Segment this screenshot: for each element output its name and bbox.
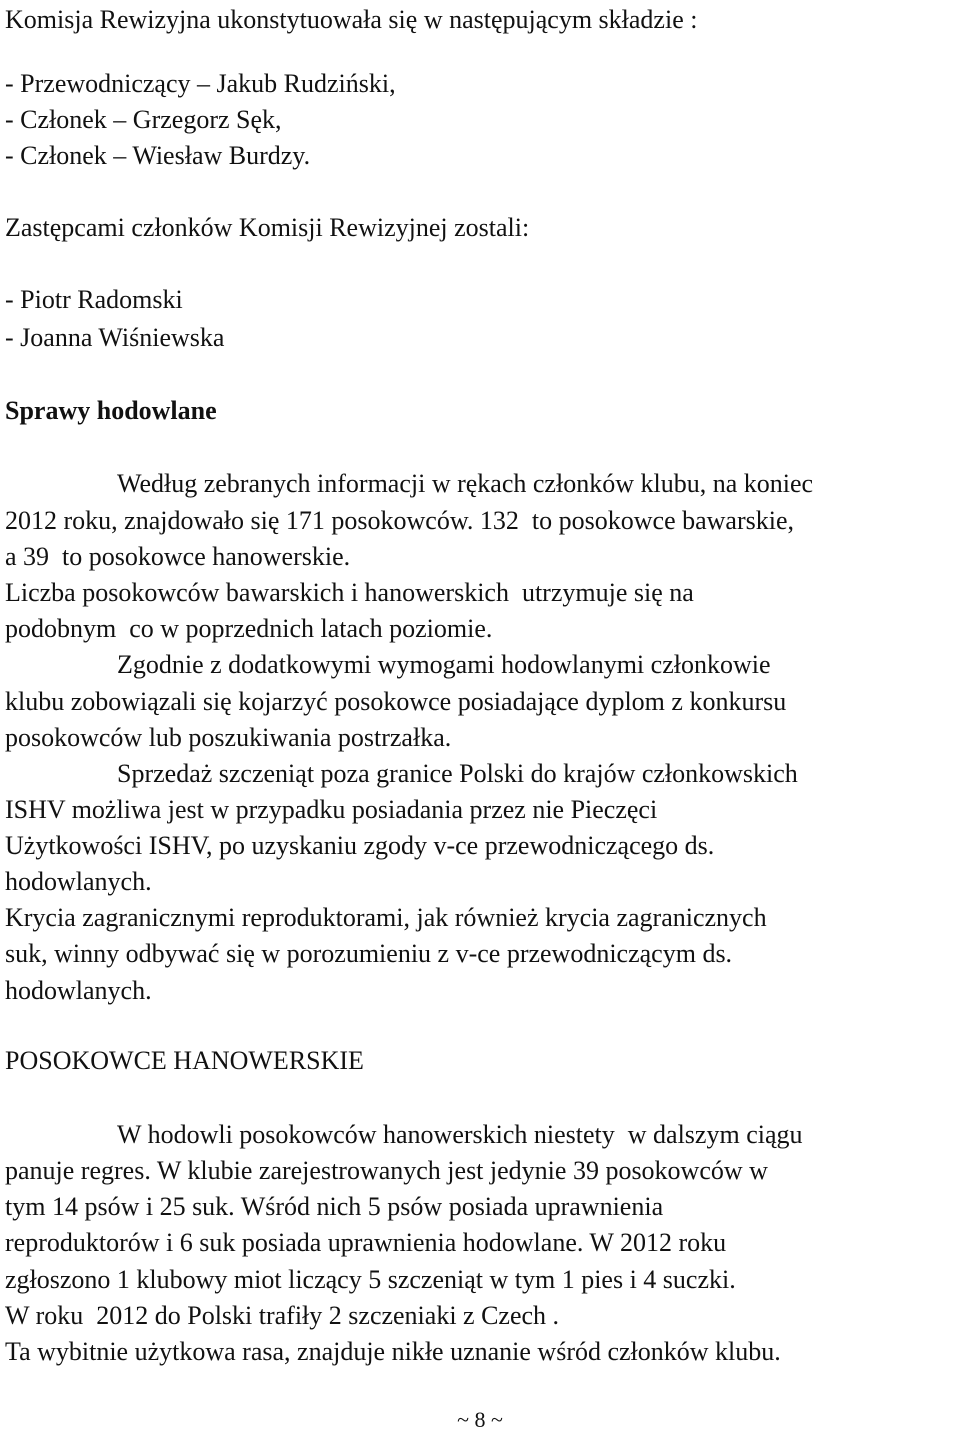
paragraph-line: panuje regres. W klubie zarejestrowanych jest jedynie 39 posokowców w (5, 1156, 768, 1185)
paragraph-line: Użytkowości ISHV, po uzyskaniu zgody v-ce przewodniczącego ds. (5, 831, 715, 860)
paragraph-line: zgłoszono 1 klubowy miot liczący 5 szczeniąt w tym 1 pies i 4 suczki. (5, 1265, 736, 1294)
paragraph-line: Sprzedaż szczeniąt poza granice Polski do krajów członkowskich (117, 759, 798, 788)
paragraph-line: hodowlanych. (5, 976, 152, 1005)
paragraph-line: Zgodnie z dodatkowymi wymogami hodowlanymi członkowie (117, 650, 771, 679)
commission-member: - Członek – Grzegorz Sęk, (5, 105, 282, 134)
paragraph-line: Według zebranych informacji w rękach członków klubu, na koniec (117, 469, 814, 498)
section-heading-hanoverian: POSOKOWCE HANOWERSKIE (5, 1046, 364, 1075)
paragraph-line: a 39 to posokowce hanowerskie. (5, 542, 351, 571)
deputy-item: - Piotr Radomski (5, 285, 183, 314)
paragraph-line: hodowlanych. (5, 867, 152, 896)
paragraph-line: W roku 2012 do Polski trafiły 2 szczeniaki z Czech . (5, 1301, 560, 1330)
paragraph-line: ISHV możliwa jest w przypadku posiadania przez nie Pieczęci (5, 795, 658, 824)
paragraph-line: reproduktorów i 6 suk posiada uprawnienia hodowlane. W 2012 roku (5, 1228, 727, 1257)
commission-member: - Członek – Wiesław Burdzy. (5, 141, 311, 170)
paragraph-line: suk, winny odbywać się w porozumieniu z v-ce przewodniczącym ds. (5, 939, 733, 968)
paragraph-line: tym 14 psów i 25 suk. Wśród nich 5 psów posiada uprawnienia (5, 1192, 664, 1221)
paragraph-line: Krycia zagranicznymi reproduktorami, jak również krycia zagranicznych (5, 903, 767, 932)
commission-intro: Komisja Rewizyjna ukonstytuowała się w następującym składzie : (5, 5, 698, 34)
section-heading-breeding: Sprawy hodowlane (5, 396, 217, 425)
paragraph-line: Liczba posokowców bawarskich i hanowerskich utrzymuje się na (5, 578, 694, 607)
paragraph-line: klubu zobowiązali się kojarzyć posokowce posiadające dyplom z konkursu (5, 687, 787, 716)
paragraph-line: W hodowli posokowców hanowerskich niestety w dalszym ciągu (117, 1120, 803, 1149)
paragraph-line: podobnym co w poprzednich latach poziomie. (5, 614, 493, 643)
page-number: ~ 8 ~ (457, 1407, 503, 1432)
commission-member: - Przewodniczący – Jakub Rudziński, (5, 69, 396, 98)
deputy-item: - Joanna Wiśniewska (5, 323, 225, 352)
paragraph-line: Ta wybitnie użytkowa rasa, znajduje nikłe uznanie wśród członków klubu. (5, 1337, 781, 1366)
paragraph-line: 2012 roku, znajdowało się 171 posokowców. 132 to posokowce bawarskie, (5, 506, 795, 535)
paragraph-line: posokowców lub poszukiwania postrzałka. (5, 723, 452, 752)
deputies-intro: Zastępcami członków Komisji Rewizyjnej zostali: (5, 213, 530, 242)
